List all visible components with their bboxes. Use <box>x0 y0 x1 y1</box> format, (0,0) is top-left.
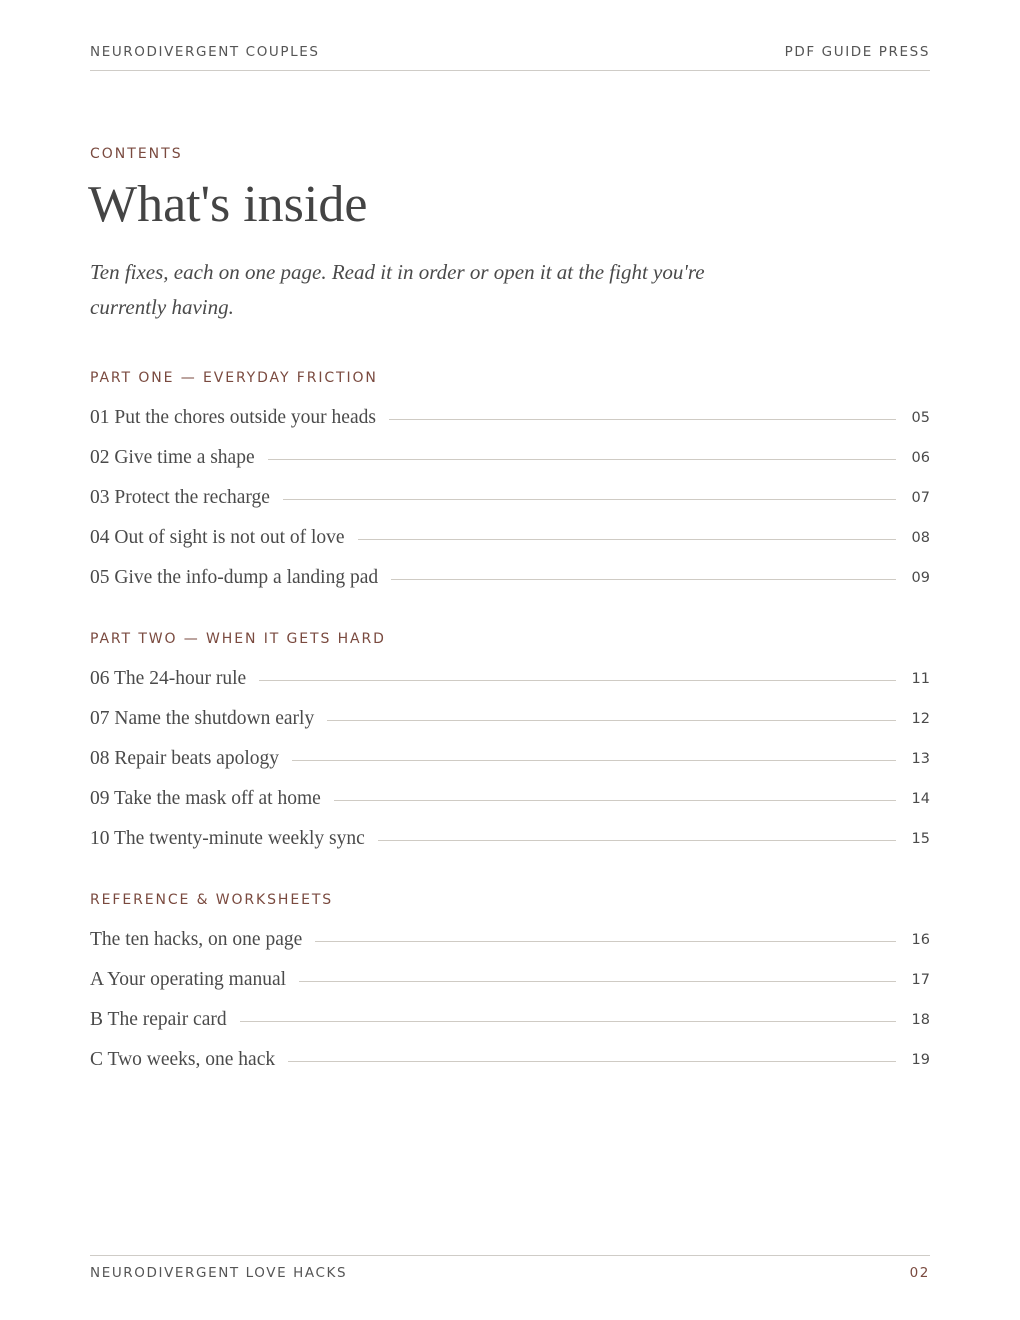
footer-divider <box>90 1255 930 1256</box>
toc-entry[interactable] <box>90 739 930 779</box>
leader-line <box>268 459 896 460</box>
toc-entry-page: 08 <box>911 530 930 546</box>
toc-list-part-one <box>90 398 930 598</box>
toc-entry-page: 12 <box>911 711 930 727</box>
toc-entry-page: 11 <box>911 671 930 687</box>
leader-line <box>292 760 896 761</box>
toc-entry[interactable] <box>90 438 930 478</box>
running-footer <box>90 1265 930 1281</box>
leader-line <box>259 680 896 681</box>
toc-entry-page: 13 <box>911 751 930 767</box>
leader-line <box>315 941 896 942</box>
toc-entry-page: 09 <box>911 570 930 586</box>
header-series-title: NEURODIVERGENT COUPLES <box>90 44 320 60</box>
toc-entry-page: 15 <box>911 831 930 847</box>
toc-entry-label: The ten hacks, on one page <box>90 929 303 950</box>
toc-entry-label: 07 Name the shutdown early <box>90 708 315 729</box>
toc-entry[interactable] <box>90 518 930 558</box>
toc-list-reference <box>90 920 930 1080</box>
header-publisher: PDF GUIDE PRESS <box>784 44 930 60</box>
toc-entry-page: 16 <box>911 932 930 948</box>
toc-entry-label: B The repair card <box>90 1009 227 1030</box>
toc-entry-page: 18 <box>911 1012 930 1028</box>
leader-line <box>391 579 896 580</box>
page-title: What's inside <box>88 176 368 233</box>
leader-line <box>240 1021 896 1022</box>
toc-entry[interactable] <box>90 1040 930 1080</box>
leader-line <box>288 1061 896 1062</box>
intro-text: Ten fixes, each on one page. Read it in order or open it at the fight you're currently having. <box>90 260 705 319</box>
toc-page <box>90 0 930 1320</box>
toc-entry[interactable] <box>90 819 930 859</box>
footer-book-title: NEURODIVERGENT LOVE HACKS <box>90 1265 348 1281</box>
toc-entry-page: 06 <box>911 450 930 466</box>
toc-entry[interactable] <box>90 779 930 819</box>
section-heading-part-two: PART TWO — WHEN IT GETS HARD <box>90 631 386 647</box>
toc-entry[interactable] <box>90 478 930 518</box>
toc-entry-label: 03 Protect the recharge <box>90 487 270 508</box>
toc-entry-page: 14 <box>911 791 930 807</box>
toc-entry-label: 04 Out of sight is not out of love <box>90 527 345 548</box>
contents-kicker: CONTENTS <box>90 146 183 162</box>
leader-line <box>283 499 896 500</box>
toc-list-part-two <box>90 659 930 859</box>
toc-entry[interactable] <box>90 920 930 960</box>
running-header <box>90 44 930 60</box>
toc-entry[interactable] <box>90 659 930 699</box>
section-heading-part-one: PART ONE — EVERYDAY FRICTION <box>90 370 378 386</box>
section-heading-reference: REFERENCE & WORKSHEETS <box>90 892 334 908</box>
leader-line <box>327 720 896 721</box>
toc-entry-label: 05 Give the info-dump a landing pad <box>90 567 379 588</box>
toc-entry[interactable] <box>90 960 930 1000</box>
page-number: 02 <box>909 1265 930 1281</box>
toc-entry-page: 05 <box>911 410 930 426</box>
leader-line <box>299 981 896 982</box>
header-divider <box>90 70 930 71</box>
toc-entry[interactable] <box>90 699 930 739</box>
toc-entry[interactable] <box>90 398 930 438</box>
toc-entry-label: A Your operating manual <box>90 969 287 990</box>
toc-entry-page: 07 <box>911 490 930 506</box>
toc-entry-label: 02 Give time a shape <box>90 447 255 468</box>
toc-entry-page: 19 <box>911 1052 930 1068</box>
toc-entry-label: C Two weeks, one hack <box>90 1049 276 1070</box>
toc-entry[interactable] <box>90 1000 930 1040</box>
toc-entry-label: 08 Repair beats apology <box>90 748 279 769</box>
leader-line <box>334 800 896 801</box>
toc-entry-label: 09 Take the mask off at home <box>90 788 321 809</box>
toc-entry-label: 10 The twenty-minute weekly sync <box>90 828 365 849</box>
toc-entry-page: 17 <box>911 972 930 988</box>
toc-entry-label: 06 The 24-hour rule <box>90 668 247 689</box>
leader-line <box>389 419 896 420</box>
toc-entry-label: 01 Put the chores outside your heads <box>90 407 376 428</box>
leader-line <box>378 840 896 841</box>
toc-entry[interactable] <box>90 558 930 598</box>
leader-line <box>358 539 896 540</box>
